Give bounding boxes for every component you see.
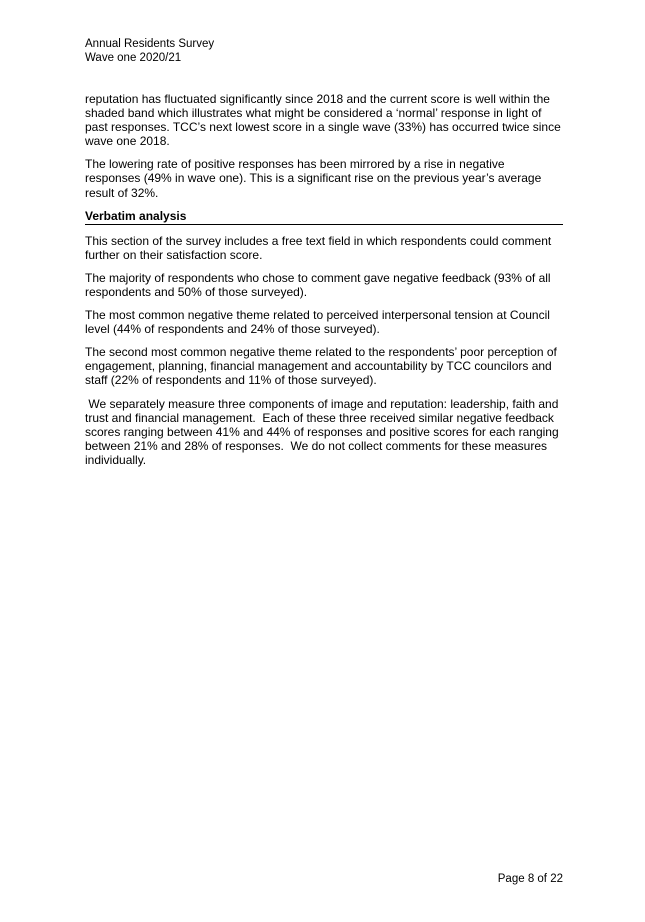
paragraph: This section of the survey includes a free text field in which respondents could comment further on their satisfaction score.: [85, 233, 552, 262]
paragraph: The majority of respondents who chose to comment gave negative feedback (93% of all respondents and 50% of those surveyed).: [85, 270, 551, 299]
paragraph: The second most common negative theme related to the respondents’ poor perception of engagement, planning, financial management and accountability by TCC councilors and staff (22% of respondents and 11% of those surveyed).: [85, 345, 557, 388]
paragraph: The most common negative theme related to perceived interpersonal tension at Council level (44% of respondents and 24% of those surveyed).: [85, 308, 550, 337]
document-body: [85, 92, 563, 476]
paragraph: reputation has fluctuated significantly since 2018 and the current score is well within the shaded band which illustrates what might be considered a ‘normal’ response in light of past responses. TCC’s next lowest score in a single wave (33%) has occurred twice since wave one 2018.: [85, 92, 561, 149]
paragraph: The lowering rate of positive responses has been mirrored by a rise in negative responses (49% in wave one). This is a significant rise on the previous year’s average result of 32%.: [85, 157, 542, 200]
paragraph: We separately measure three components of image and reputation: leadership, faith and trust and financial management. Each of these three received similar negative feedback scores ranging between 41% and 44% of responses and positive scores for each ranging between 21% and 28% of responses. We do not collect comments for these measures individually.: [85, 396, 562, 467]
page-header: [85, 38, 214, 65]
report-wave: Wave one 2020/21: [85, 51, 182, 64]
report-title: Annual Residents Survey: [85, 38, 215, 50]
section-heading: Verbatim analysis: [85, 209, 563, 225]
page-number: Page 8 of 22: [497, 873, 563, 885]
